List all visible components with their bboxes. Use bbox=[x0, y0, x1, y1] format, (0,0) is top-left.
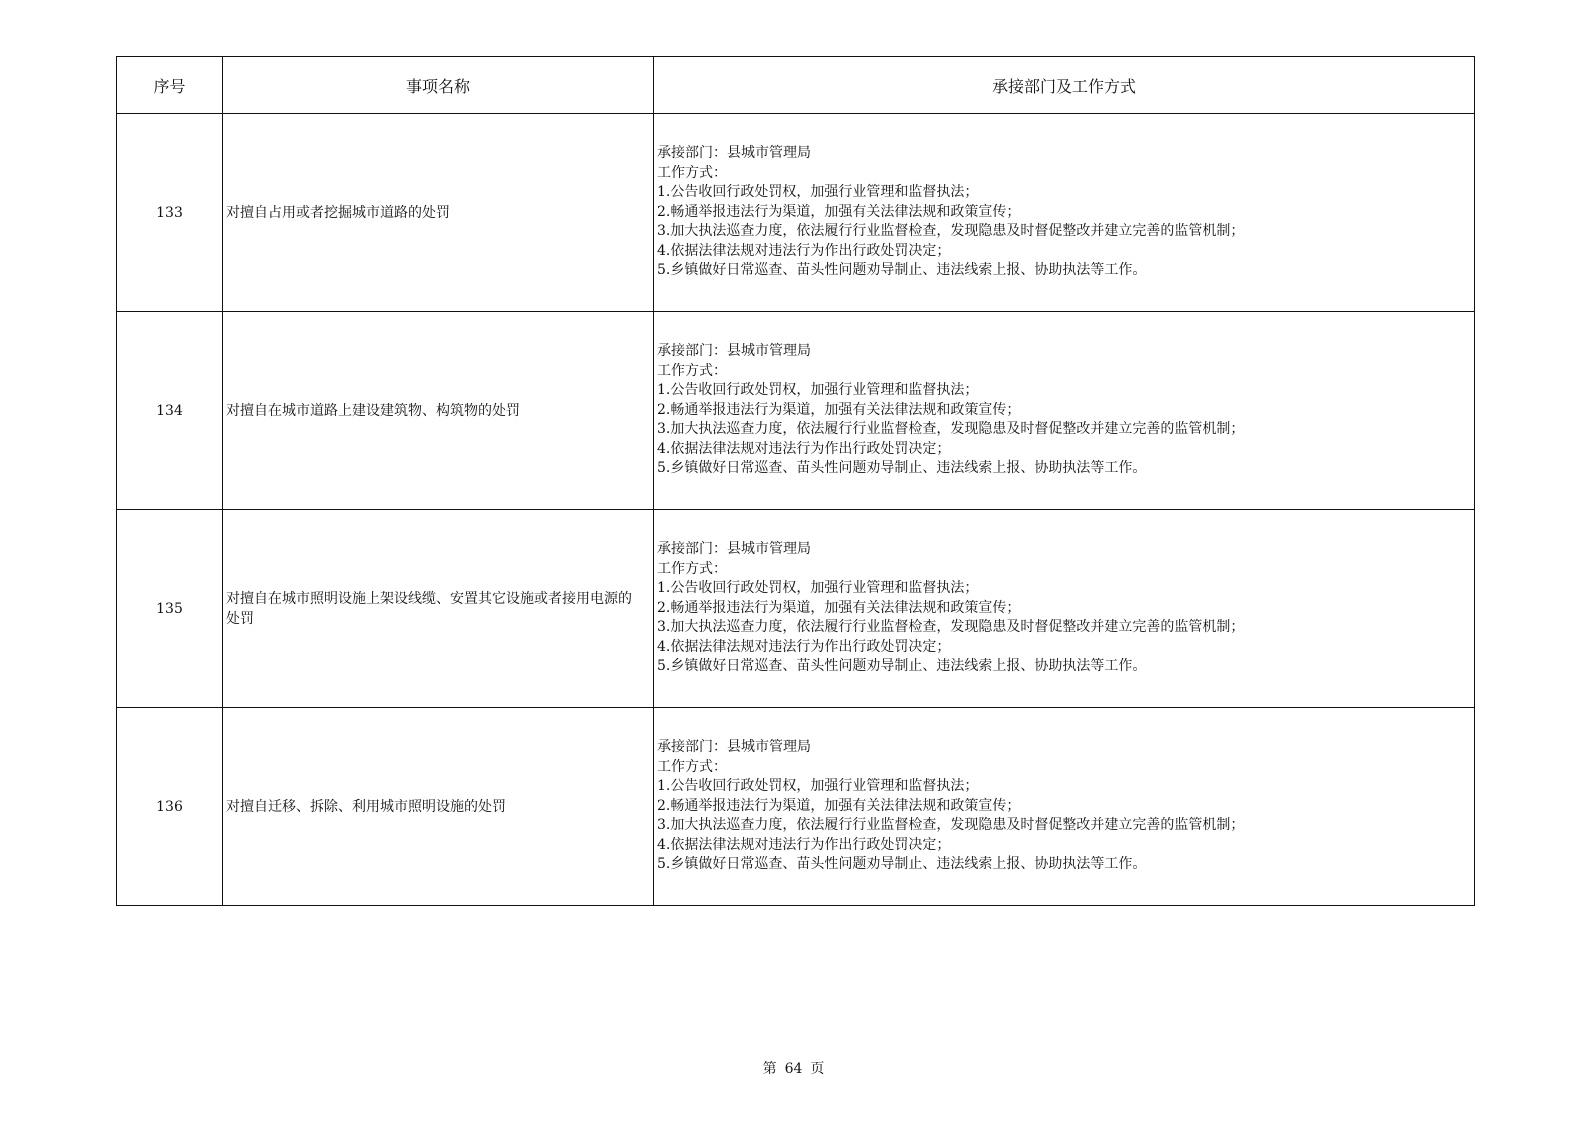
dept-line-item-1: 1.公告收回行政处罚权，加强行业管理和监督执法； bbox=[657, 184, 979, 201]
row-department-method bbox=[654, 114, 1475, 312]
row-serial-number: 133 bbox=[117, 114, 223, 312]
row-serial-number: 136 bbox=[117, 708, 223, 906]
matters-table bbox=[116, 56, 1475, 906]
table-body bbox=[117, 114, 1475, 906]
header-row bbox=[117, 57, 1475, 114]
dept-line-item-4: 4.依据法律法规对违法行为作出行政处罚决定； bbox=[657, 440, 951, 457]
dept-line-item-2: 2.畅通举报违法行为渠道，加强有关法律法规和政策宣传； bbox=[657, 599, 1021, 616]
dept-line-item-5: 5.乡镇做好日常巡查、苗头性问题劝导制止、违法线索上报、协助执法等工作。 bbox=[657, 856, 1147, 873]
table-row bbox=[117, 312, 1475, 510]
dept-line-method-label: 工作方式： bbox=[657, 362, 727, 379]
dept-line-item-5: 5.乡镇做好日常巡查、苗头性问题劝导制止、违法线索上报、协助执法等工作。 bbox=[657, 262, 1147, 279]
page-footer-suffix: 页 bbox=[810, 1061, 825, 1077]
dept-line-item-3: 3.加大执法巡查力度，依法履行行业监督检查，发现隐患及时督促整改并建立完善的监管机制； bbox=[657, 223, 1245, 240]
header-serial-number: 序号 bbox=[117, 57, 223, 114]
row-department-method bbox=[654, 708, 1475, 906]
dept-line-item-1: 1.公告收回行政处罚权，加强行业管理和监督执法； bbox=[657, 778, 979, 795]
dept-line-item-4: 4.依据法律法规对违法行为作出行政处罚决定； bbox=[657, 638, 951, 655]
row-matter-name: 对擅自在城市道路上建设建筑物、构筑物的处罚 bbox=[223, 312, 654, 510]
row-matter-name: 对擅自占用或者挖掘城市道路的处罚 bbox=[223, 114, 654, 312]
row-serial-number: 135 bbox=[117, 510, 223, 708]
dept-line-department: 承接部门：县城市管理局 bbox=[657, 145, 811, 162]
header-department-and-method: 承接部门及工作方式 bbox=[654, 57, 1475, 114]
dept-line-department: 承接部门：县城市管理局 bbox=[657, 541, 811, 558]
dept-line-item-5: 5.乡镇做好日常巡查、苗头性问题劝导制止、违法线索上报、协助执法等工作。 bbox=[657, 460, 1147, 477]
dept-line-item-2: 2.畅通举报违法行为渠道，加强有关法律法规和政策宣传； bbox=[657, 401, 1021, 418]
dept-line-item-5: 5.乡镇做好日常巡查、苗头性问题劝导制止、违法线索上报、协助执法等工作。 bbox=[657, 658, 1147, 675]
row-department-method bbox=[654, 510, 1475, 708]
row-serial-number: 134 bbox=[117, 312, 223, 510]
table-header bbox=[117, 57, 1475, 114]
dept-line-method-label: 工作方式： bbox=[657, 758, 727, 775]
dept-line-item-3: 3.加大执法巡查力度，依法履行行业监督检查，发现隐患及时督促整改并建立完善的监管机制； bbox=[657, 619, 1245, 636]
dept-line-item-2: 2.畅通举报违法行为渠道，加强有关法律法规和政策宣传； bbox=[657, 797, 1021, 814]
header-matter-name: 事项名称 bbox=[223, 57, 654, 114]
page-footer-prefix: 第 bbox=[762, 1061, 777, 1077]
table-row bbox=[117, 114, 1475, 312]
table-row bbox=[117, 510, 1475, 708]
page-number: 64 bbox=[784, 1061, 803, 1077]
dept-line-department: 承接部门：县城市管理局 bbox=[657, 739, 811, 756]
dept-line-item-3: 3.加大执法巡查力度，依法履行行业监督检查，发现隐患及时督促整改并建立完善的监管机制； bbox=[657, 421, 1245, 438]
row-department-method bbox=[654, 312, 1475, 510]
dept-line-item-3: 3.加大执法巡查力度，依法履行行业监督检查，发现隐患及时督促整改并建立完善的监管机制； bbox=[657, 817, 1245, 834]
row-matter-name: 对擅自迁移、拆除、利用城市照明设施的处罚 bbox=[223, 708, 654, 906]
dept-line-item-1: 1.公告收回行政处罚权，加强行业管理和监督执法； bbox=[657, 382, 979, 399]
table-row bbox=[117, 708, 1475, 906]
row-matter-name: 对擅自在城市照明设施上架设线缆、安置其它设施或者接用电源的处罚 bbox=[223, 510, 654, 708]
dept-line-item-4: 4.依据法律法规对违法行为作出行政处罚决定； bbox=[657, 242, 951, 259]
dept-line-item-2: 2.畅通举报违法行为渠道，加强有关法律法规和政策宣传； bbox=[657, 203, 1021, 220]
page-footer bbox=[0, 1058, 1587, 1078]
dept-line-item-4: 4.依据法律法规对违法行为作出行政处罚决定； bbox=[657, 836, 951, 853]
dept-line-item-1: 1.公告收回行政处罚权，加强行业管理和监督执法； bbox=[657, 580, 979, 597]
dept-line-method-label: 工作方式： bbox=[657, 164, 727, 181]
dept-line-department: 承接部门：县城市管理局 bbox=[657, 343, 811, 360]
dept-line-method-label: 工作方式： bbox=[657, 560, 727, 577]
